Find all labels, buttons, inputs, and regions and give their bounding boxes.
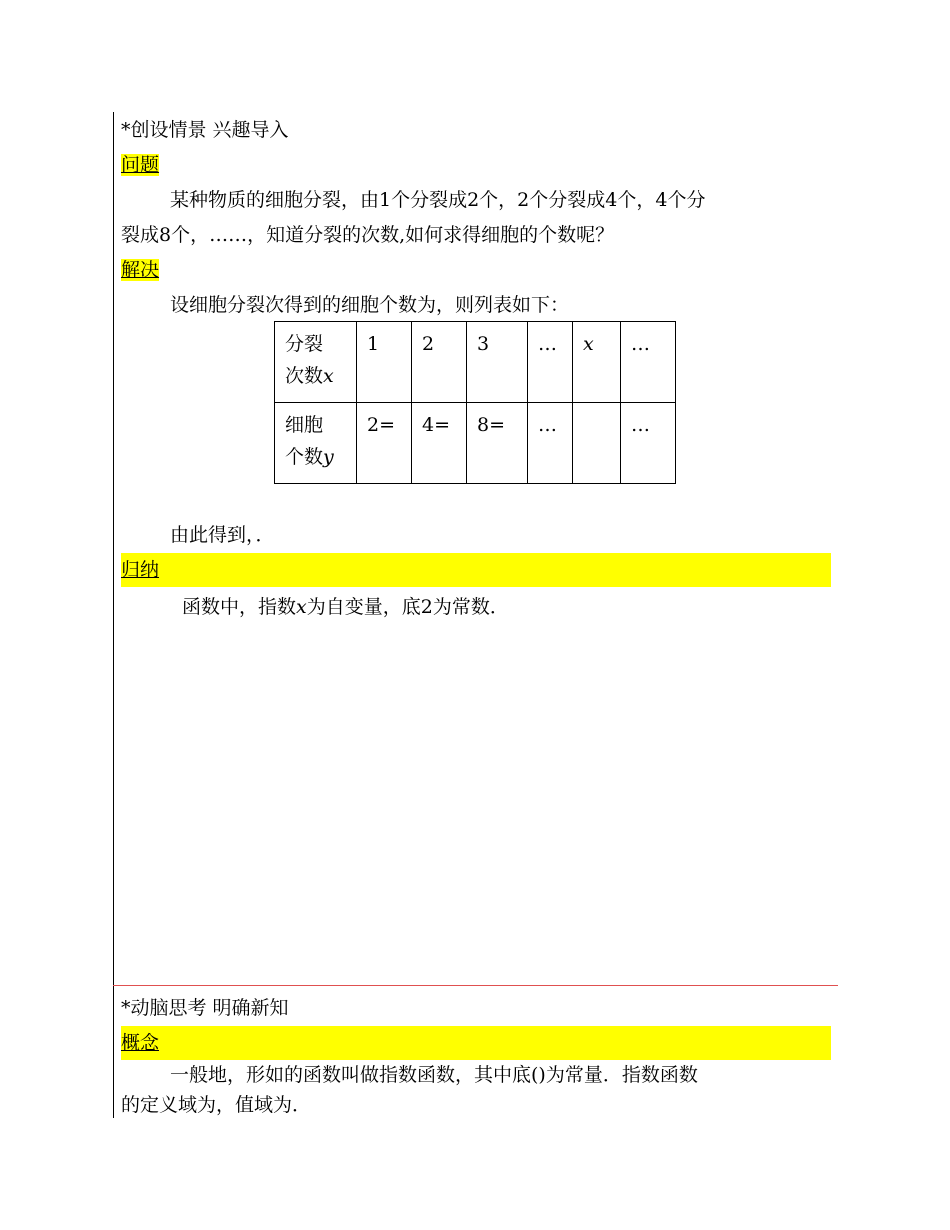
- table-cell: …: [621, 403, 676, 484]
- section2-heading: *动脑思考 明确新知: [121, 997, 289, 1019]
- concept-line-2: 的定义域为，值域为．: [121, 1094, 312, 1116]
- table-row: [275, 322, 676, 403]
- table-cell: 2: [412, 322, 467, 403]
- row1-header-cell: [275, 322, 357, 403]
- row1-header-var: x: [323, 365, 334, 387]
- concept-label-text: 概念: [121, 1032, 160, 1054]
- solve-label-text: 解决: [121, 259, 160, 281]
- row2-header-line1: 细胞: [285, 414, 324, 436]
- concept-highlight-bar: [121, 1026, 831, 1060]
- summary-text: [182, 592, 509, 622]
- summary-label: [121, 555, 159, 585]
- section-divider: [113, 985, 838, 986]
- solve-label: [121, 255, 159, 285]
- solve-text: 设细胞分裂次得到的细胞个数为，则列表如下：: [170, 294, 570, 316]
- row2-header-var: y: [323, 446, 334, 468]
- table-cell: 4=: [412, 403, 467, 484]
- problem-label: [121, 150, 159, 180]
- table-cell: x: [573, 322, 621, 403]
- table-cell: …: [621, 322, 676, 403]
- row1-header-line2: 次数: [285, 365, 324, 387]
- concept-line-1: 一般地，形如的函数叫做指数函数，其中底()为常量．指数函数: [170, 1064, 698, 1086]
- concept-label: [121, 1028, 159, 1058]
- summary-highlight-bar: [121, 553, 831, 587]
- table-cell: 2=: [357, 403, 412, 484]
- left-margin-rule: [113, 112, 114, 1118]
- table-cell: …: [528, 403, 573, 484]
- summary-text-var: x: [296, 596, 307, 618]
- summary-text-b: 为自变量，底2为常数．: [306, 596, 509, 618]
- problem-label-text: 问题: [121, 154, 160, 176]
- table-cell: 1: [357, 322, 412, 403]
- row2-header-line2: 个数: [285, 446, 324, 468]
- table-cell: 3: [467, 322, 528, 403]
- table-row: [275, 403, 676, 484]
- problem-line-2: 裂成8个，……，知道分裂的次数,如何求得细胞的个数呢？: [121, 224, 615, 246]
- result-text: 由此得到，．: [170, 524, 275, 546]
- row1-header-line1: 分裂: [285, 333, 324, 355]
- table-cell: …: [528, 322, 573, 403]
- table-cell: 8=: [467, 403, 528, 484]
- row2-header-cell: [275, 403, 357, 484]
- table-cell: [573, 403, 621, 484]
- cell-division-table: [274, 321, 676, 484]
- summary-text-a: 函数中，指数: [182, 596, 297, 618]
- problem-line-1: 某种物质的细胞分裂，由1个分裂成2个，2个分裂成4个，4个分: [170, 189, 706, 211]
- summary-label-text: 归纳: [121, 559, 160, 581]
- section1-heading: *创设情景 兴趣导入: [121, 119, 289, 141]
